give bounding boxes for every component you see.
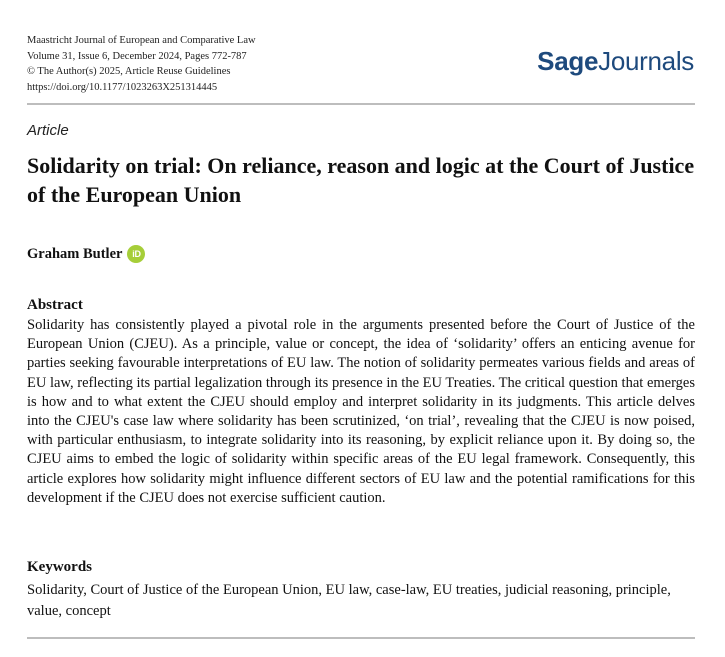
orcid-icon[interactable] <box>127 245 145 263</box>
journal-issue: Volume 31, Issue 6, December 2024, Pages 772-787 <box>27 50 247 62</box>
journal-rights[interactable]: © The Author(s) 2025, Article Reuse Guidelines <box>27 66 231 77</box>
logo-part-journals: Journals <box>598 46 694 76</box>
orcid-label: iD <box>132 249 141 259</box>
abstract-text: Solidarity has consistently played a pivotal role in the arguments presented before the Court of Justice of the European Union (CJEU). As a principle, value or concept, the idea of ‘solidarity’ offers an enticing avenue for parties seeking favourable interpretations of EU law. The notion of solidarity permeates various fields and areas of EU law, reflecting its partial legalization through its presence in the EU Treaties. The critical question that emerges is how and to what extent the CJEU should employ and interpret solidarity in its judgments. This article delves into the CJEU's case law where solidarity has been scrutinized, ‘on trial’, revealing that the CJEU is now poised, with particular enthusiasm, to integrate solidarity into its reasoning, by explicit reliance upon it. By doing so, the CJEU aims to embed the logic of solidarity within specific areas of the EU legal framework. Consequently, this article explores how solidarity might influence different sectors of EU law and the potential ramifications for this development if the CJEU does not exercise sufficient caution. <box>27 317 695 506</box>
logo-part-sage: Sage <box>537 46 599 76</box>
journal-name: Maastricht Journal of European and Comparative Law <box>27 35 256 46</box>
journal-meta <box>27 33 256 95</box>
author-line <box>27 245 145 263</box>
author-name[interactable]: Graham Butler <box>27 245 123 262</box>
abstract-heading: Abstract <box>27 297 83 313</box>
top-divider <box>27 103 695 105</box>
journal-doi[interactable]: https://doi.org/10.1177/1023263X251314445 <box>27 81 218 93</box>
article-title: Solidarity on trial: On reliance, reason and logic at the Court of Justice of the European Union <box>27 153 695 207</box>
sage-journals-logo <box>537 46 694 77</box>
article-type: Article <box>27 122 69 139</box>
bottom-divider <box>27 637 695 639</box>
keywords-heading: Keywords <box>27 559 92 575</box>
keywords-text: Solidarity, Court of Justice of the European Union, EU law, case-law, EU treaties, judicial reasoning, principle, value, concept <box>27 582 671 619</box>
